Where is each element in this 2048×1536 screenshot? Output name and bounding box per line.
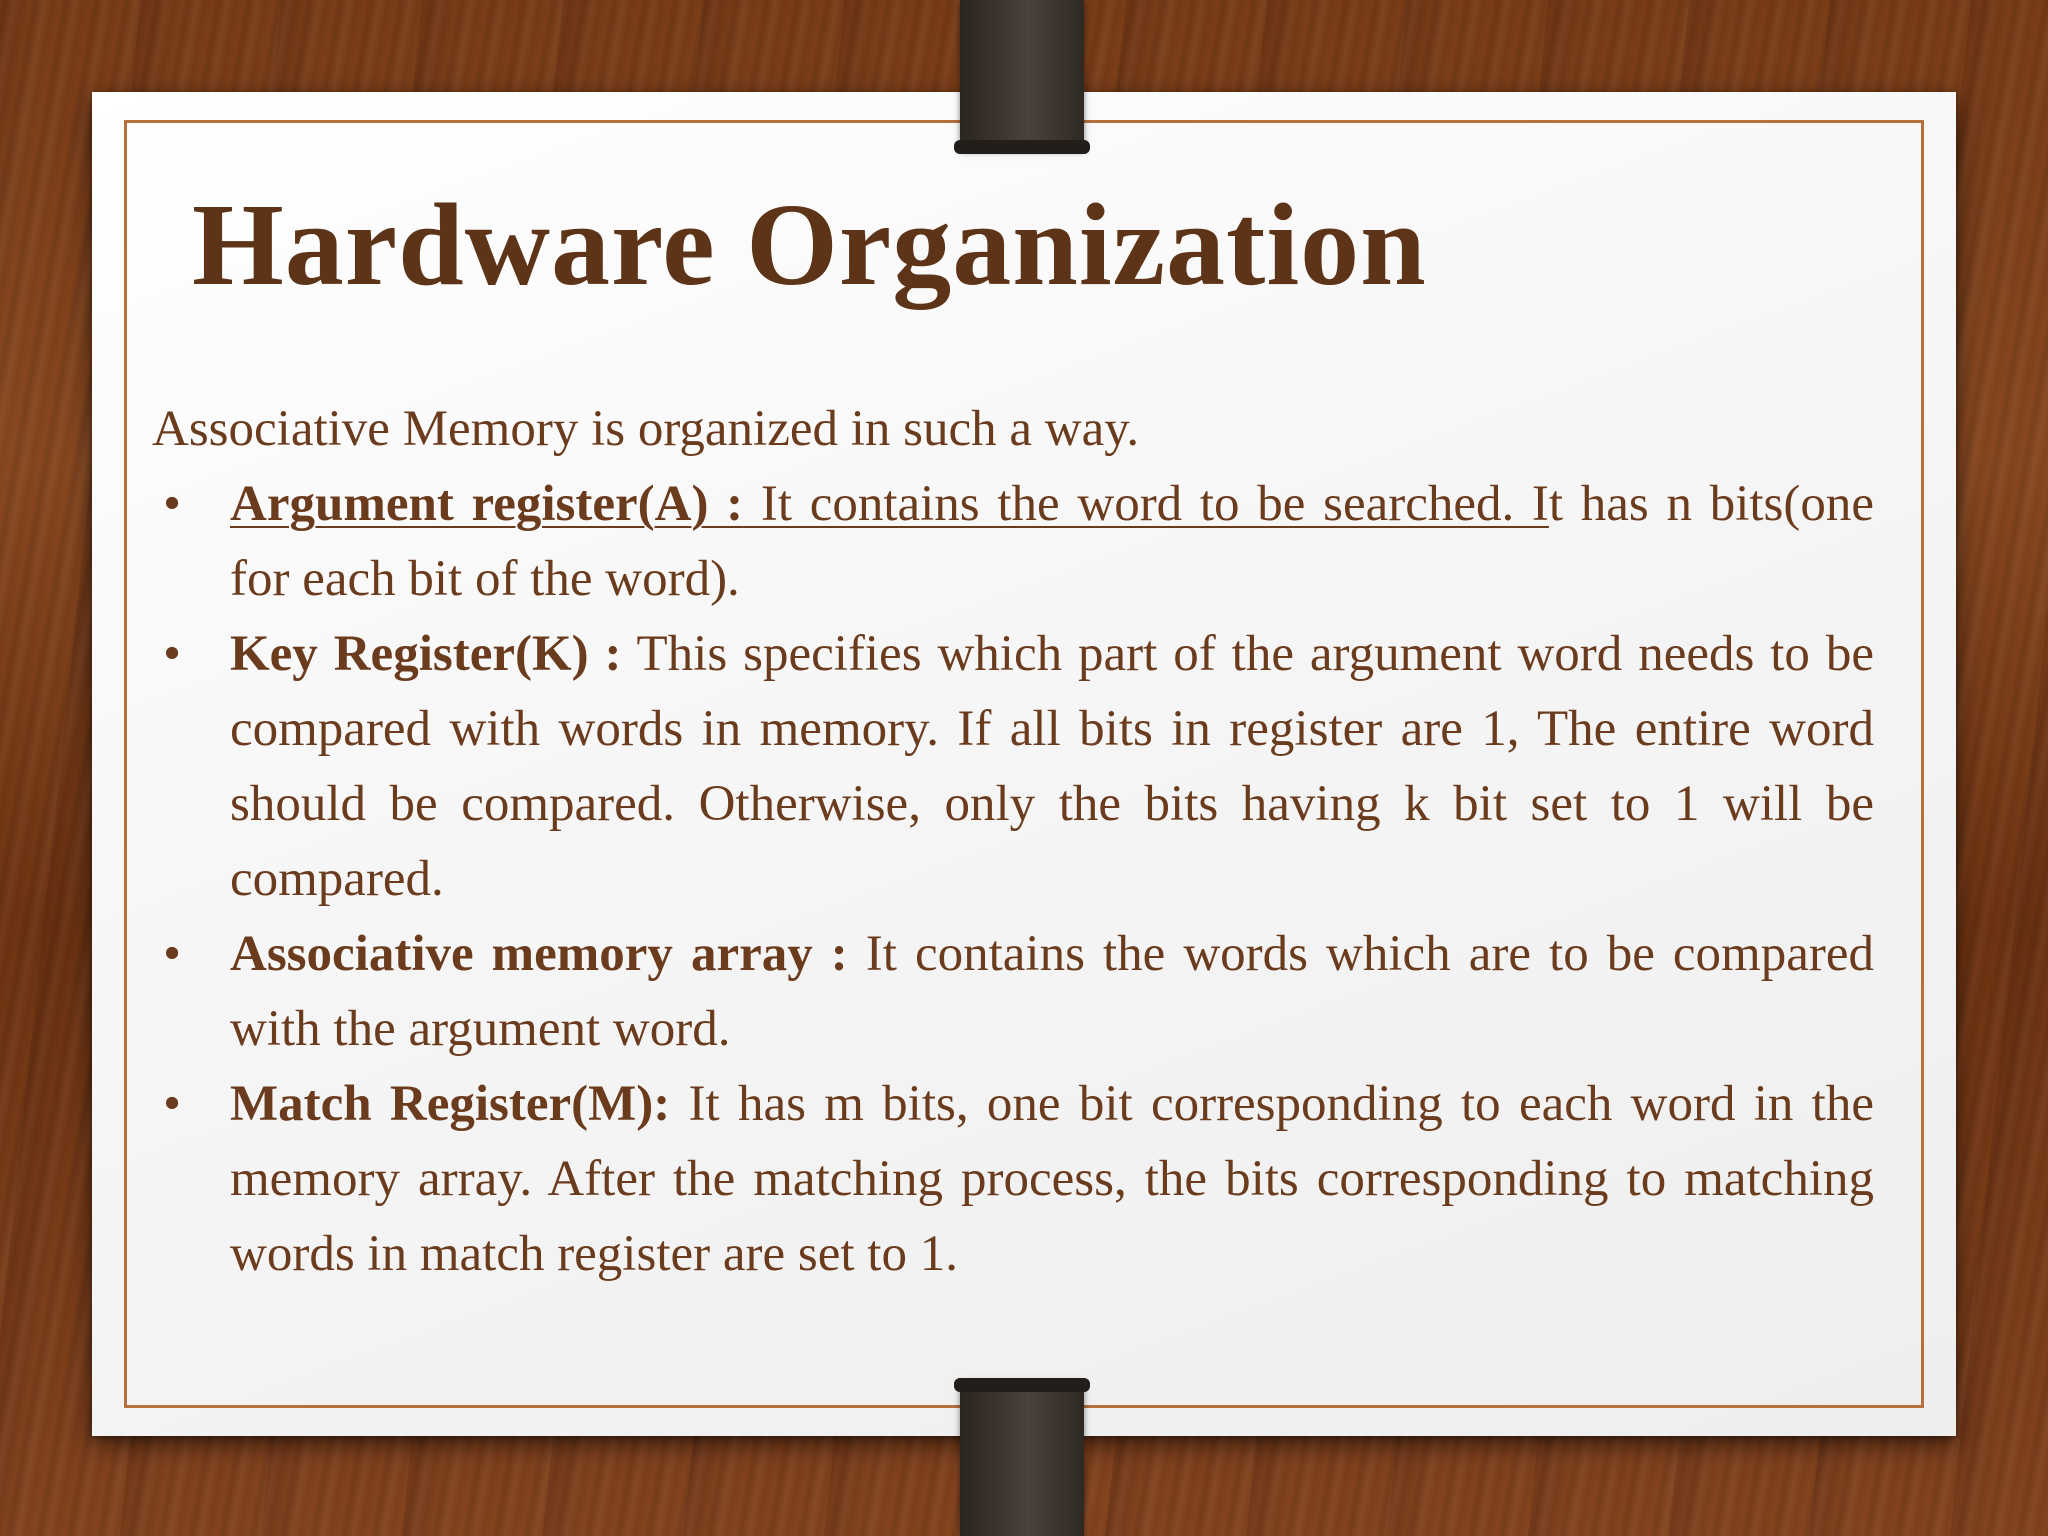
associative-memory-array-text: It contains the words which are to be compared with the argument word. bbox=[230, 926, 1874, 1057]
bullet-list bbox=[152, 467, 1874, 1292]
intro-text: Associative Memory is organized in such a way. bbox=[152, 401, 1140, 457]
slide-body bbox=[152, 392, 1874, 1292]
bullet-icon: • bbox=[163, 1076, 181, 1132]
term-key-register: Key Register(K) : bbox=[230, 626, 622, 682]
term-match-register: Match Register(M): bbox=[230, 1076, 671, 1132]
slide-title: Hardware Organization bbox=[192, 179, 1427, 310]
top-binder-clip-lip bbox=[954, 140, 1090, 154]
bullet-item-argument-register bbox=[152, 467, 1874, 617]
match-register-text: It has m bits, one bit corresponding to each word in the memory array. After the matching process, the bits corresponding to matching words in match register are set to 1. bbox=[230, 1076, 1874, 1282]
bottom-binder-clip-lip bbox=[954, 1378, 1090, 1392]
bullet-icon: • bbox=[163, 476, 181, 532]
top-binder-clip bbox=[960, 0, 1084, 150]
key-register-text: This specifies which part of the argument word needs to be compared with words in memory. If all bits in register are 1, The entire word should be compared. Otherwise, only the bits having k bit set to 1 will be compared. bbox=[230, 626, 1874, 907]
bullet-item-key-register bbox=[152, 617, 1874, 917]
bullet-item-associative-memory-array bbox=[152, 917, 1874, 1067]
term-associative-memory-array: Associative memory array : bbox=[230, 926, 848, 982]
bullet-icon: • bbox=[163, 926, 181, 982]
argument-register-text: t has n bits(one for each bit of the word). bbox=[230, 476, 1874, 607]
bottom-binder-clip bbox=[960, 1380, 1084, 1536]
bullet-item-match-register bbox=[152, 1067, 1874, 1292]
bullet-icon: • bbox=[163, 626, 181, 682]
term-argument-register: Argument register(A) : bbox=[230, 476, 744, 532]
argument-register-text-underlined: It contains the word to be searched. I bbox=[743, 476, 1549, 532]
